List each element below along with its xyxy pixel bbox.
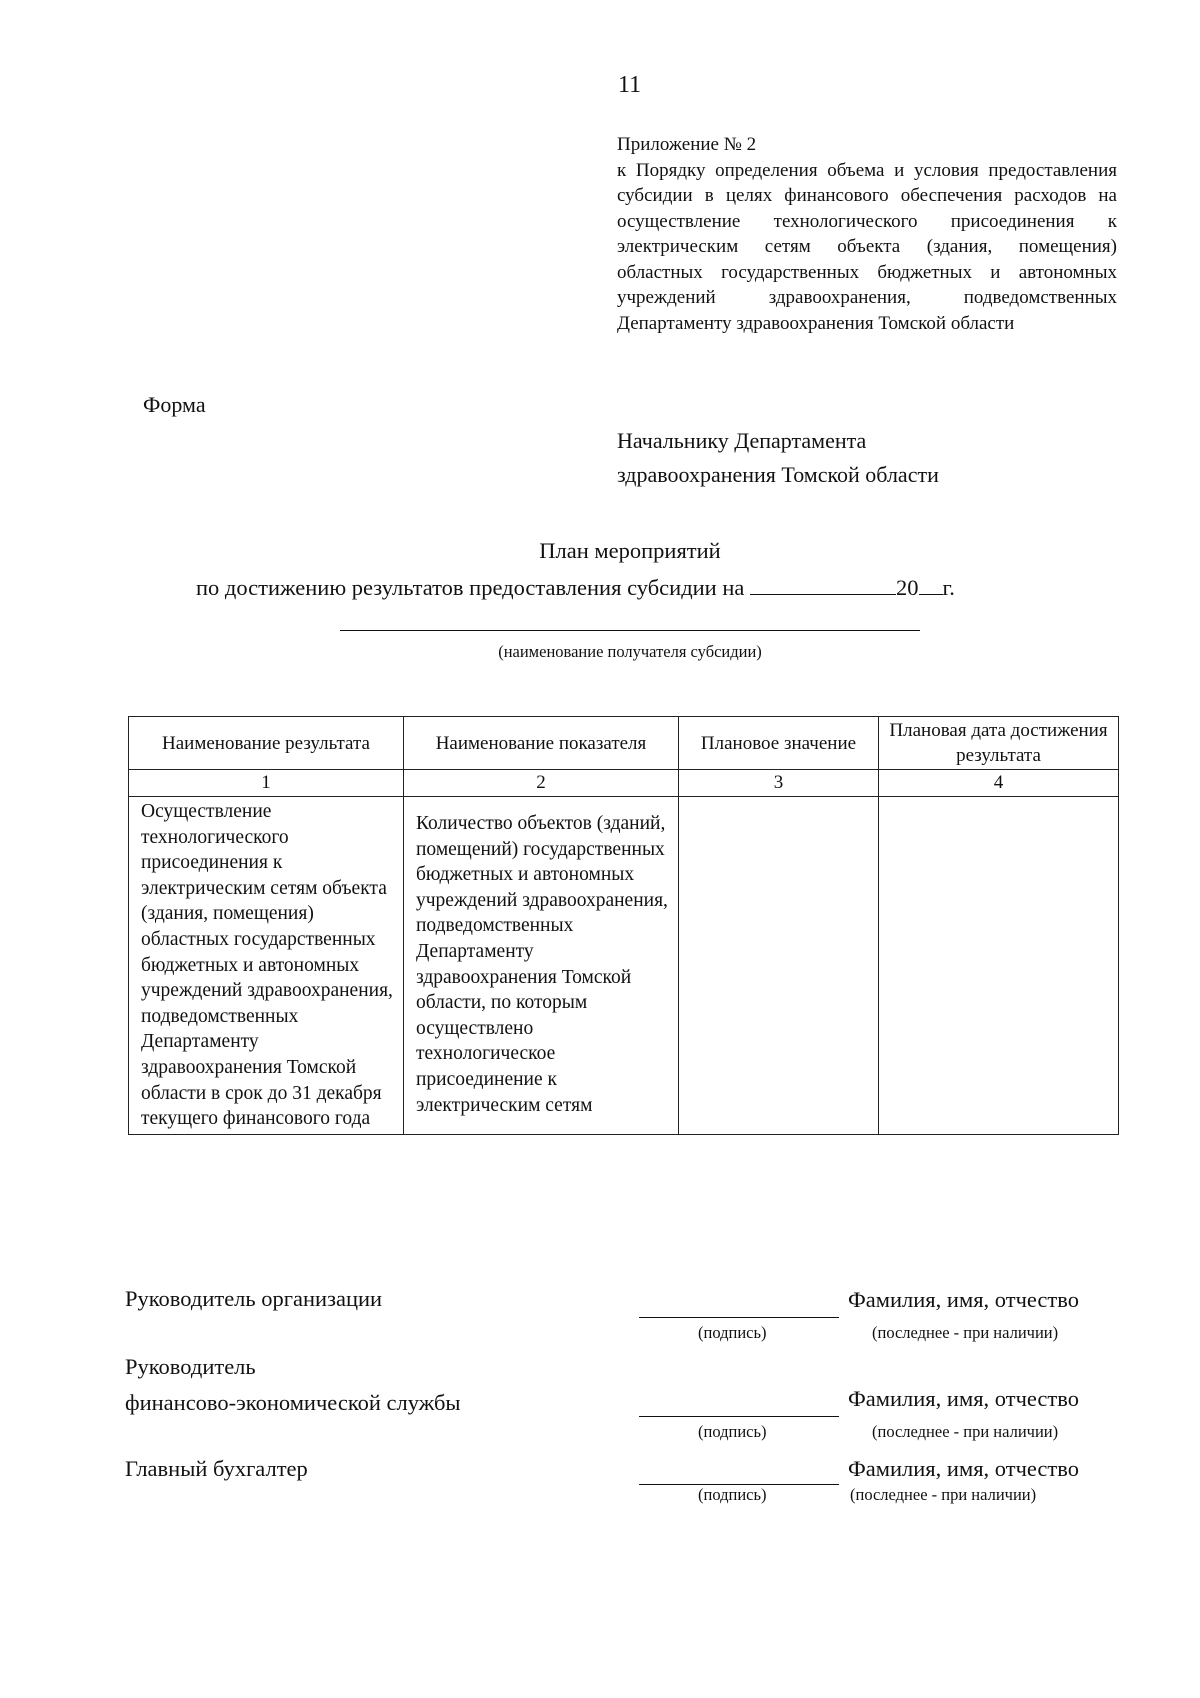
form-label: Форма (143, 392, 206, 417)
appendix-title: Приложение № 2 (617, 134, 757, 155)
recipient-name-line[interactable] (340, 630, 920, 631)
finance-title-line-1: Руководитель (125, 1354, 256, 1379)
finance-fio: Фамилия, имя, отчество (848, 1386, 1079, 1411)
header-indicator: Наименование показателя (404, 717, 679, 770)
head-title: Руководитель организации (125, 1286, 383, 1311)
addressee-block (617, 424, 939, 492)
year-suffix: г. (942, 575, 955, 600)
header-planned-date: Плановая дата достижения результата (879, 717, 1119, 770)
finance-title-line-2: финансово-экономической службы (125, 1390, 461, 1415)
plan-subtitle (196, 574, 955, 601)
period-blank-field[interactable] (750, 574, 896, 595)
indicator-cell: Количество объектов (зданий, помещений) государственных бюджетных и автономных учреждений здравоохранения, подведомственных Департаменту здравоохранения Томской области, по которым осуществлено технологическое присоединение к электрическим сетям (404, 797, 679, 1135)
year-blank-field[interactable] (919, 574, 943, 595)
column-number: 3 (679, 770, 879, 797)
recipient-caption: (наименование получателя субсидии) (498, 642, 762, 661)
column-numbers-row (129, 770, 1119, 797)
accountant-fio-caption: (последнее - при наличии) (850, 1485, 1037, 1504)
result-cell: Осуществление технологического присоединения к электрическим сетям объекта (здания, помещения) областных государственных бюджетных и автономных учреждений здравоохранения, подведомственных Департаменту здравоохранения Томской области в срок до 31 декабря текущего финансового года (129, 797, 404, 1135)
appendix-text: к Порядку определения объема и условия предоставления субсидии в целях финансового обеспечения расходов на осуществление технологического присоединения к электрическим сетям объекта (здания, помещения) областных государственных бюджетных и автономных учреждений здравоохранения, подведомственных Департаменту здравоохранения Томской области (617, 159, 1117, 334)
plan-table (128, 716, 1119, 1135)
column-number: 2 (404, 770, 679, 797)
addressee-line-1: Начальнику Департамента (617, 428, 867, 453)
table-header-row (129, 717, 1119, 770)
table-row (129, 797, 1119, 1135)
head-fio: Фамилия, имя, отчество (848, 1287, 1079, 1312)
accountant-title: Главный бухгалтер (125, 1456, 308, 1481)
planned-value-cell[interactable] (679, 797, 879, 1135)
head-signature-caption: (подпись) (698, 1323, 767, 1342)
page-number: 11 (618, 72, 642, 98)
plan-title: План мероприятий (539, 538, 721, 563)
accountant-signature-caption: (подпись) (698, 1485, 767, 1504)
header-result: Наименование результата (129, 717, 404, 770)
addressee-line-2: здравоохранения Томской области (617, 462, 939, 487)
appendix-block (617, 132, 1117, 336)
header-planned-value: Плановое значение (679, 717, 879, 770)
column-number: 1 (129, 770, 404, 797)
finance-signature-line[interactable] (639, 1416, 839, 1417)
finance-fio-caption: (последнее - при наличии) (872, 1422, 1059, 1441)
year-prefix: 20 (896, 575, 919, 600)
accountant-fio: Фамилия, имя, отчество (848, 1456, 1079, 1481)
head-fio-caption: (последнее - при наличии) (872, 1323, 1059, 1342)
plan-subtitle-text: по достижению результатов предоставления субсидии на (196, 575, 745, 600)
finance-signature-caption: (подпись) (698, 1422, 767, 1441)
column-number: 4 (879, 770, 1119, 797)
head-signature-line[interactable] (639, 1317, 839, 1318)
planned-date-cell[interactable] (879, 797, 1119, 1135)
